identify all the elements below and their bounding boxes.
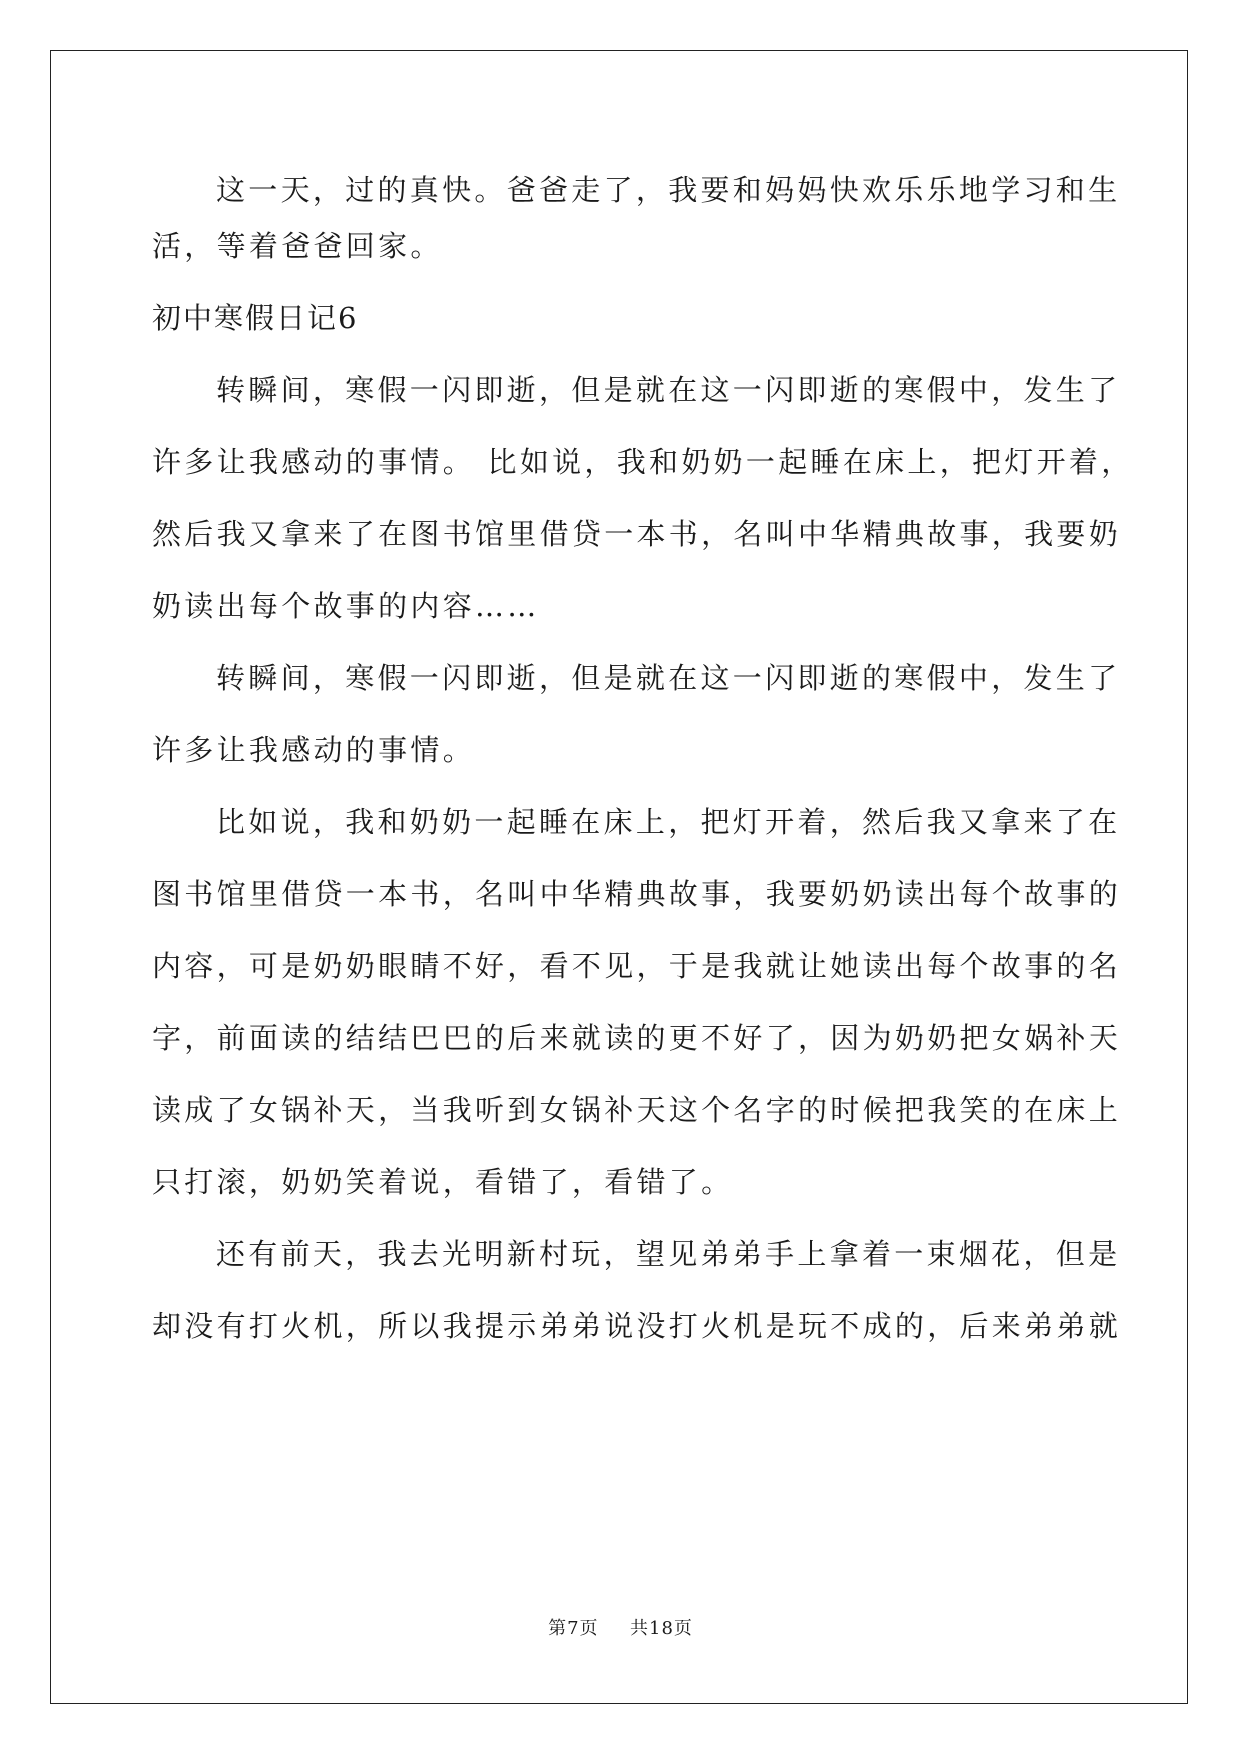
paragraph-line: 奶读出每个故事的内容…… [152, 589, 540, 623]
paragraph-line: 活，等着爸爸回家。 [152, 229, 443, 263]
section-heading: 初中寒假日记6 [152, 301, 359, 335]
paragraph-line: 只打滚，奶奶笑着说，看错了，看错了。 [152, 1165, 734, 1199]
paragraph-line: 比如说，我和奶奶一起睡在床上，把灯开着，然后我又拿来了在 [216, 805, 1121, 839]
paragraph-line: 然后我又拿来了在图书馆里借贷一本书，名叫中华精典故事，我要奶 [152, 517, 1122, 551]
paragraph-line: 却没有打火机，所以我提示弟弟说没打火机是玩不成的，后来弟弟就 [152, 1309, 1122, 1343]
paragraph-line: 许多让我感动的事情。 比如说，我和奶奶一起睡在床上，把灯开着， [152, 445, 1134, 479]
paragraph-line: 读成了女锅补天，当我听到女锅补天这个名字的时候把我笑的在床上 [152, 1093, 1122, 1127]
page-total: 共18页 [630, 1618, 693, 1639]
page-number: 第7页 [548, 1618, 599, 1639]
paragraph-line: 图书馆里借贷一本书，名叫中华精典故事，我要奶奶读出每个故事的 [152, 877, 1122, 911]
page-footer [0, 1614, 1241, 1640]
paragraph-line: 还有前天，我去光明新村玩，望见弟弟手上拿着一束烟花，但是 [216, 1237, 1121, 1271]
paragraph-line: 许多让我感动的事情。 [152, 733, 476, 767]
paragraph-line: 转瞬间，寒假一闪即逝，但是就在这一闪即逝的寒假中，发生了 [216, 661, 1121, 695]
paragraph-line: 这一天，过的真快。爸爸走了，我要和妈妈快欢乐乐地学习和生 [216, 173, 1121, 207]
paragraph-line: 内容，可是奶奶眼睛不好，看不见，于是我就让她读出每个故事的名 [152, 949, 1122, 983]
paragraph-line: 字，前面读的结结巴巴的后来就读的更不好了，因为奶奶把女娲补天 [152, 1021, 1122, 1055]
paragraph-line: 转瞬间，寒假一闪即逝，但是就在这一闪即逝的寒假中，发生了 [216, 373, 1121, 407]
